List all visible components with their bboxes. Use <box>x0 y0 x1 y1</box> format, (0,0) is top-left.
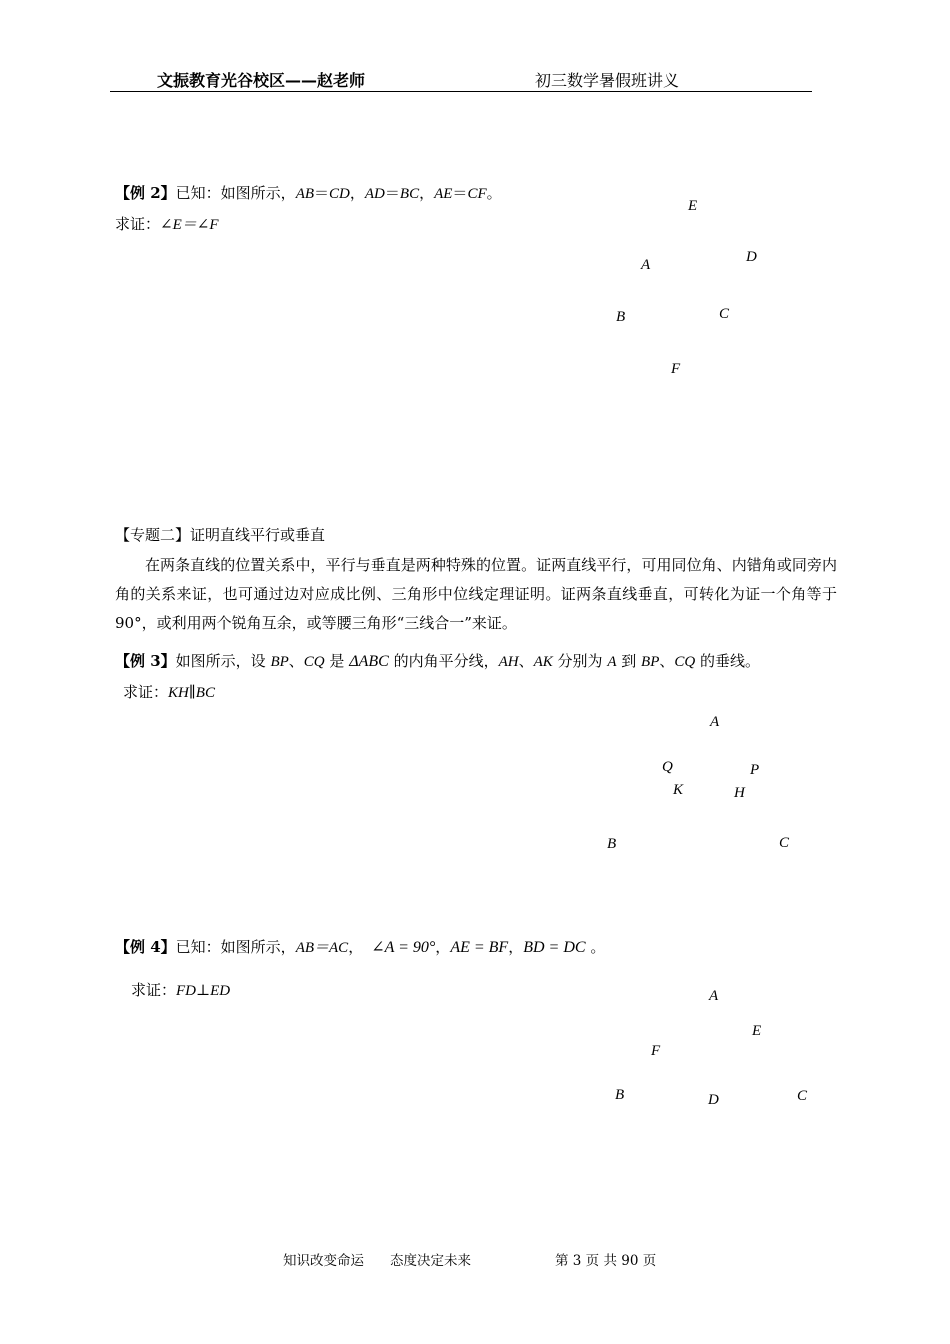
point-label-b: B <box>607 836 617 852</box>
text: 已知：如图所示， <box>175 938 296 956</box>
prove-statement: ∠E＝∠F <box>160 217 219 233</box>
separator: ， <box>348 938 364 956</box>
prove-prefix: 求证： <box>123 683 169 701</box>
point-label-c: C <box>779 835 790 851</box>
segment-bc: BC <box>399 186 420 202</box>
segment-ad: AD <box>364 186 385 202</box>
segment-ab: AB <box>295 186 315 202</box>
segment-ak: AK <box>533 654 553 670</box>
point-label-a: A <box>641 257 651 273</box>
equals: ＝ <box>314 184 330 202</box>
text: 的内角平分线， <box>388 652 499 670</box>
point-label-e: E <box>688 198 698 214</box>
text: 的垂线。 <box>695 652 760 670</box>
footer-page-number: 第 3 页 共 90 页 <box>555 1253 657 1269</box>
prove-statement: KH∥BC <box>168 685 215 701</box>
point-label-f: F <box>651 1043 661 1059</box>
segment-ah: AH <box>498 654 519 670</box>
point-label-d: D <box>708 1092 719 1108</box>
text: 如图所示，设 <box>175 652 271 670</box>
point-label-k: K <box>673 782 684 798</box>
point-label-c: C <box>719 306 730 322</box>
separator: 、 <box>288 652 304 670</box>
example-4-statement <box>115 936 605 957</box>
point-label-b: B <box>616 309 626 325</box>
prove-prefix: 求证： <box>115 215 161 233</box>
point-label-a: A <box>709 988 719 1004</box>
point-a: A <box>607 654 617 670</box>
period: 。 <box>486 184 502 202</box>
separator: ， <box>508 938 524 956</box>
header-rule <box>110 91 812 92</box>
point-label-c: C <box>797 1088 808 1104</box>
segment-bp: BP <box>270 654 289 670</box>
separator: 、 <box>518 652 534 670</box>
text: 分别为 <box>552 652 608 670</box>
separator: ， <box>419 184 435 202</box>
point-label-d: D <box>746 249 757 265</box>
segment-cf: CF <box>467 186 487 202</box>
point-label-a: A <box>710 714 720 730</box>
equals: ＝ <box>384 184 400 202</box>
condition-angle-a: ∠A = 90° <box>371 939 436 956</box>
example-3-tag: 【例 3】 <box>115 652 176 670</box>
triangle-abc: ΔABC <box>349 653 389 670</box>
period: 。 <box>585 938 606 956</box>
separator: ， <box>435 938 451 956</box>
condition-bd-dc: BD = DC <box>523 939 586 956</box>
example-3-prove <box>123 681 215 702</box>
prove-statement: FD⊥ED <box>176 983 231 999</box>
example-2-tag: 【例 2】 <box>115 184 176 202</box>
separator: ， <box>349 184 365 202</box>
equals: ＝ <box>452 184 468 202</box>
segment-cq: CQ <box>303 654 325 670</box>
header-school: 文振教育光谷校区——赵老师 <box>157 71 366 90</box>
point-label-h: H <box>734 785 745 801</box>
example-3-statement <box>115 650 760 671</box>
example-2-statement <box>115 182 502 203</box>
topic-2-title: 【专题二】证明直线平行或垂直 <box>115 526 326 544</box>
example-2-prove <box>115 213 218 234</box>
prove-prefix: 求证： <box>131 981 177 999</box>
point-label-f: F <box>671 361 681 377</box>
point-label-p: P <box>750 762 760 778</box>
segment-cq: CQ <box>674 654 696 670</box>
point-label-q: Q <box>662 759 673 775</box>
footer-motto-1: 知识改变命运 <box>283 1253 364 1269</box>
example-2-intro: 已知：如图所示， <box>175 184 296 202</box>
segment-cd: CD <box>329 186 350 202</box>
condition-ae-bf: AE = BF <box>450 939 509 956</box>
header-course: 初三数学暑假班讲义 <box>535 71 680 90</box>
example-4-tag: 【例 4】 <box>115 938 176 956</box>
separator: 、 <box>659 652 675 670</box>
example-4-prove <box>131 979 230 1000</box>
topic-2-body: 在两条直线的位置关系中，平行与垂直是两种特殊的位置。证两直线平行，可用同位角、内错角或同旁内角的关系来证，也可通过边对应成比例、三角形中位线定理证明。证两条直线垂直，可转化为证一个角等于 90°，或利用两个锐角互余，或等腰三角形“三线合一”来证。 <box>115 556 837 632</box>
segment-ae: AE <box>434 186 453 202</box>
point-label-b: B <box>615 1087 625 1103</box>
point-label-e: E <box>752 1023 762 1039</box>
condition-ab-ac: AB＝AC <box>295 940 349 956</box>
text: 是 <box>324 652 350 670</box>
footer-motto-2: 态度决定未来 <box>390 1253 471 1269</box>
segment-bp: BP <box>641 654 660 670</box>
text: 到 <box>616 652 642 670</box>
